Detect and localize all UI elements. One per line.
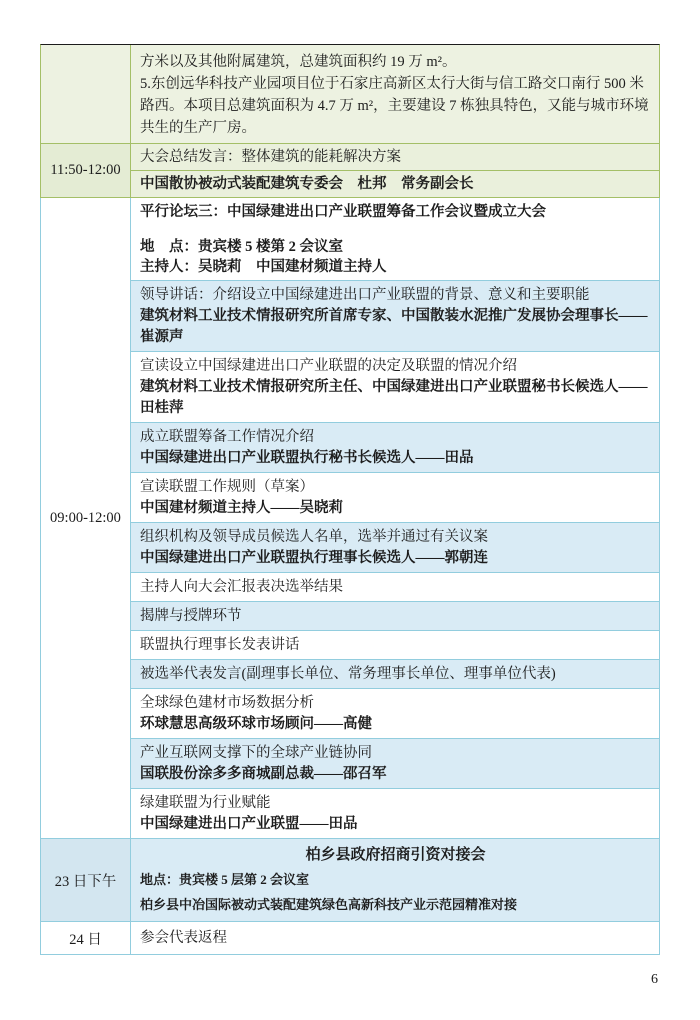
- forum-item: [131, 688, 659, 738]
- match-location: 地点：贵宾楼 5 层第 2 会议室: [140, 872, 310, 887]
- continuation-paragraph-2: 5.东创远华科技产业园项目位于石家庄高新区太行大街与信工路交口南行 500 米路西。本项目总建筑面积为 4.7 万 m²，主要建设 7 栋独具特色，又能与城市环境共生的生产厂房。: [140, 76, 649, 136]
- forum-item: [131, 351, 659, 422]
- forum-item-topic: 联盟执行理事长发表讲话: [140, 637, 300, 653]
- forum-header: [131, 198, 659, 280]
- time-cell-empty: [41, 45, 131, 143]
- table-row-match: [40, 839, 660, 922]
- forum-cell: [131, 198, 659, 838]
- forum-item-topic: 主持人向大会汇报表决选举结果: [140, 579, 343, 595]
- continuation-paragraph-1: 方米以及其他附属建筑，总建筑面积约 19 万 m²。: [140, 54, 457, 70]
- time-cell: 11:50-12:00: [41, 144, 131, 197]
- blank-line: [140, 222, 651, 237]
- forum-item: [131, 601, 659, 630]
- continuation-text-cell: [131, 45, 659, 143]
- forum-item-topic: 成立联盟筹备工作情况介绍: [140, 429, 314, 445]
- forum-item-topic: 领导讲话：介绍设立中国绿建进出口产业联盟的背景、意义和主要职能: [140, 287, 590, 303]
- time-cell: 09:00-12:00: [41, 198, 131, 838]
- forum-item-topic: 绿建联盟为行业赋能: [140, 795, 271, 811]
- table-row-return: [40, 922, 660, 955]
- forum-item: [131, 659, 659, 688]
- forum-item-speaker: 中国建材频道主持人——吴晓莉: [140, 500, 343, 516]
- forum-item-topic: 揭牌与授牌环节: [140, 608, 242, 624]
- forum-item-speaker: 中国绿建进出口产业联盟执行秘书长候选人——田品: [140, 450, 474, 466]
- time-cell: 23 日下午: [41, 839, 131, 921]
- table-row-summary: [40, 144, 660, 198]
- forum-item: [131, 788, 659, 838]
- forum-item-speaker: 环球慧思高级环球市场顾问——高健: [140, 716, 372, 732]
- forum-item: [131, 522, 659, 572]
- forum-item: [131, 572, 659, 601]
- forum-item-topic: 产业互联网支撑下的全球产业链协同: [140, 745, 372, 761]
- forum-item-topic: 被选举代表发言(副理事长单位、常务理事长单位、理事单位代表): [140, 666, 556, 682]
- forum-item-speaker: 中国绿建进出口产业联盟——田品: [140, 816, 358, 832]
- schedule-table: [40, 44, 660, 955]
- forum-item-speaker: 国联股份涂多多商城副总裁——邵召军: [140, 766, 387, 782]
- return-cell: 参会代表返程: [140, 930, 227, 946]
- match-title: 柏乡县政府招商引资对接会: [305, 847, 486, 863]
- page-number: 6: [651, 972, 658, 987]
- forum-item-speaker: 建筑材料工业技术情报研究所主任、中国绿建进出口产业联盟秘书长候选人——田桂萍: [140, 379, 648, 416]
- match-note: 柏乡县中冶国际被动式装配建筑绿色高新科技产业示范园精准对接: [140, 897, 518, 912]
- summary-cell: [131, 144, 659, 197]
- forum-item: [131, 422, 659, 472]
- forum-item: [131, 630, 659, 659]
- forum-title: 平行论坛三：中国绿建进出口产业联盟筹备工作会议暨成立大会: [140, 204, 546, 220]
- table-row-forum: [40, 198, 660, 839]
- forum-item: [131, 472, 659, 522]
- forum-host: 主持人：吴晓莉 中国建材频道主持人: [140, 259, 387, 275]
- summary-speaker: 中国散协被动式装配建筑专委会 杜邦 常务副会长: [131, 170, 659, 197]
- forum-location: 地 点：贵宾楼 5 楼第 2 会议室: [140, 239, 343, 255]
- table-row-continuation: [40, 44, 660, 144]
- time-cell: 24 日: [41, 922, 131, 954]
- forum-item-topic: 宣读联盟工作规则（草案）: [140, 479, 314, 495]
- forum-item: [131, 280, 659, 351]
- forum-item-topic: 组织机构及领导成员候选人名单，选举并通过有关议案: [140, 529, 488, 545]
- forum-item-speaker: 建筑材料工业技术情报研究所首席专家、中国散装水泥推广发展协会理事长——崔源声: [140, 308, 648, 345]
- summary-topic: 大会总结发言：整体建筑的能耗解决方案: [140, 149, 401, 165]
- forum-item: [131, 738, 659, 788]
- match-cell: [131, 839, 659, 921]
- forum-item-topic: 全球绿色建材市场数据分析: [140, 695, 314, 711]
- forum-item-topic: 宣读设立中国绿建进出口产业联盟的决定及联盟的情况介绍: [140, 358, 517, 374]
- forum-item-speaker: 中国绿建进出口产业联盟执行理事长候选人——郭朝连: [140, 550, 488, 566]
